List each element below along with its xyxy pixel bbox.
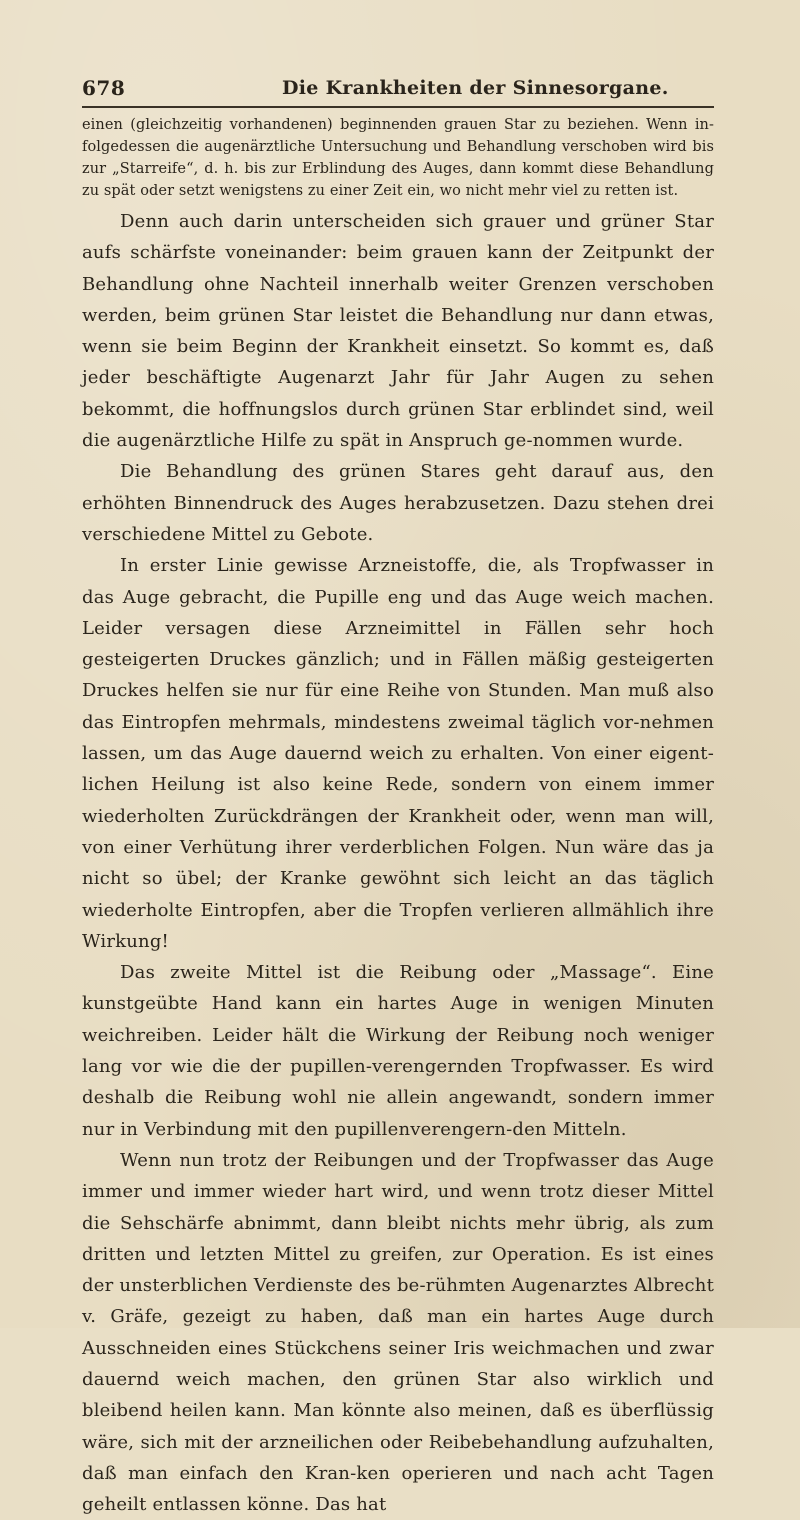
paragraph: Denn auch darin unterscheiden sich grauer und grüner Star aufs schärfste voneinander: beim grauen kann der Zeitpunkt der Behandlung ohne Nachteil innerhalb weiter Grenzen verschoben werden, beim grünen Star leistet die Behandlung nur dann etwas, wenn sie beim Beginn der Krankheit einsetzt. So kommt es, daß jeder beschäftigte Augenarzt Jahr für Jahr Augen zu sehen bekommt, die hoffnungslos durch grünen Star erblindet sind, weil die augenärztliche Hilfe zu spät in Anspruch ge-nommen wurde. [82,211,714,452]
paragraph: In erster Linie gewisse Arzneistoffe, die, als Tropfwasser in das Auge gebracht, die Pupille eng und das Auge weich machen. Leider versagen diese Arzneimittel in Fällen sehr hoch gesteigerten Druckes gänzlich; und in Fällen mäßig gesteigerten Druckes helfen sie nur für eine Reihe von Stunden. Man muß also das Eintropfen mehrmals, mindestens zweimal täglich vor-nehmen lassen, um das Auge dauernd weich zu erhalten. Von einer eigent-lichen Heilung ist also keine Rede, sondern von einem immer wiederholten Zurückdrängen der Krankheit oder, wenn man will, von einer Verhütung ihrer verderblichen Folgen. Nun wäre das ja nicht so übel; der Kranke gewöhnt sich leicht an das täglich wiederholte Eintropfen, aber die Tropfen verlieren allmählich ihre Wirkung! [82,555,714,952]
page-header [82,76,714,104]
paragraph-intro: einen (gleichzeitig vorhandenen) beginnenden grauen Star zu beziehen. Wenn in-folgedessen die augenärztliche Untersuchung und Behandlung verschoben wird bis zur „Starreife“, d. h. bis zur Erblindung des Auges, dann kommt diese Behandlung zu spät oder setzt wenigstens zu einer Zeit ein, wo nicht mehr viel zu retten ist. [82,117,714,199]
paragraph: Wenn nun trotz der Reibungen und der Tropfwasser das Auge immer und immer wieder hart wird, und wenn trotz dieser Mittel die Sehschärfe abnimmt, dann bleibt nichts mehr übrig, als zum dritten und letzten Mittel zu greifen, zur Operation. Es ist eines der unsterblichen Verdienste des be-rühmten Augenarztes Albrecht v. Gräfe, gezeigt zu haben, daß man ein hartes Auge durch Ausschneiden eines Stückchens seiner Iris weichmachen und zwar dauernd weich machen, den grünen Star also wirklich und bleibend heilen kann. Man könnte also meinen, daß es überflüssig wäre, sich mit der arzneilichen oder Reibebehandlung aufzuhalten, daß man einfach den Kran-ken operieren und nach acht Tagen geheilt entlassen könne. Das hat [82,1149,714,1516]
body-text [82,114,714,1520]
header-rule [82,106,714,108]
page-number: 678 [82,76,126,100]
running-head: Die Krankheiten der Sinnesorgane. [282,77,669,99]
paragraph: Die Behandlung des grünen Stares geht darauf aus, den erhöhten Binnendruck des Auges herabzusetzen. Dazu stehen drei verschiedene Mittel zu Gebote. [82,461,714,545]
paragraph: Das zweite Mittel ist die Reibung oder „Massage“. Eine kunstgeübte Hand kann ein hartes Auge in wenigen Minuten weichreiben. Leider hält die Wirkung der Reibung noch weniger lang vor wie die der pupillen-verengernden Tropfwasser. Es wird deshalb die Reibung wohl nie allein angewandt, sondern immer nur in Verbindung mit den pupillenverengern-den Mitteln. [82,962,714,1140]
